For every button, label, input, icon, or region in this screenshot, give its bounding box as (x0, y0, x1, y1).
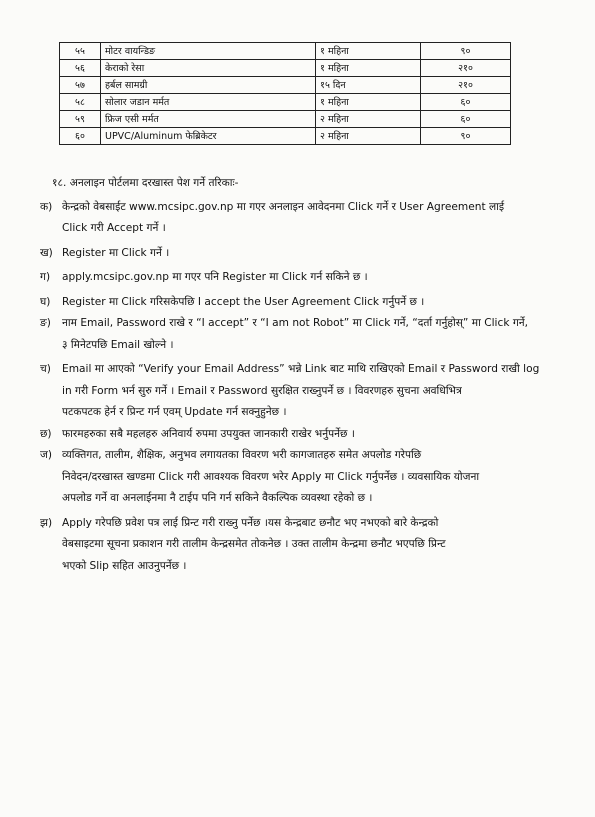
table-row (60, 43, 511, 60)
row-number: ६० (60, 128, 101, 145)
item-line: वेबसाइटमा सूचना प्रकाशन गरी तालीम केन्द्रसमेत तोकनेछ । उक्त तालीम केन्द्रमा छनौट भएपछि प्रिन्ट (62, 538, 446, 550)
table-row (60, 77, 511, 94)
training-duration: २ महिना (316, 111, 421, 128)
table-row (60, 60, 511, 77)
item-line: भएको Slip सहित आउनुपर्नेछ । (62, 559, 187, 572)
instruction-item (40, 292, 560, 314)
training-duration: १ महिना (316, 43, 421, 60)
table-row (60, 94, 511, 111)
instruction-item (40, 445, 560, 510)
item-marker: च) (40, 363, 51, 375)
training-name: UPVC/Aluminum फेब्रिकेटर (101, 128, 316, 145)
training-count: २१० (421, 77, 511, 94)
item-marker: ङ) (40, 317, 51, 329)
item-marker: छ) (40, 427, 52, 440)
section-heading: १८. अनलाइन पोर्टलमा दरखास्त पेश गर्ने तरिकाः- (52, 177, 239, 189)
instruction-item (40, 313, 560, 356)
item-line: Click गरी Accept गर्ने । (62, 222, 166, 234)
item-line: फारमहरुका सबै महलहरु अनिवार्य रुपमा उपयुक्त जानकारी राखेर भर्नुपर्नेछ । (62, 427, 355, 440)
item-line: निवेदन/दरखास्त खण्डमा Click गरी आवश्यक विवरण भरेर Apply मा Click गर्नुपर्नेछ । व्यवसायिक योजना (62, 470, 480, 483)
training-count: ६० (421, 94, 511, 111)
table-row (60, 111, 511, 128)
item-line: केन्द्रको वेबसाईट www.mcsipc.gov.np मा गएर अनलाइन आवेदनमा Click गर्ने र User Agreement लाई (62, 200, 505, 213)
training-duration: १ महिना (316, 94, 421, 111)
item-line: ३ मिनेटपछि Email खोल्ने । (62, 338, 174, 351)
item-line: Register मा Click गरिसकेपछि I accept the User Agreement Click गर्नुपर्ने छ । (62, 295, 425, 308)
row-number: ५६ (60, 60, 101, 77)
training-count: २१० (421, 60, 511, 77)
training-table-body (60, 43, 511, 145)
item-marker: घ) (40, 295, 51, 308)
training-name: हर्बल सामग्री (101, 77, 316, 94)
table-row (60, 128, 511, 145)
instruction-item (40, 243, 560, 265)
item-line: Email मा आएको “Verify your Email Address” भन्ने Link बाट माथि राखिएको Email र Password राखी log (62, 363, 540, 375)
row-number: ५७ (60, 77, 101, 94)
training-name: केराको रेसा (101, 60, 316, 77)
item-line: in गरी Form भर्न सुरु गर्ने । Email र Password सुरक्षित राख्नुपर्ने छ । विवरणहरु सुचना अवधिभित्र (62, 384, 462, 397)
item-marker: ख) (40, 246, 53, 259)
row-number: ५८ (60, 94, 101, 111)
training-name: फ्रिज एसी मर्मत (101, 111, 316, 128)
item-marker: झ) (40, 516, 53, 529)
application-instructions (40, 173, 560, 577)
training-name: मोटर वायन्डिङ (101, 43, 316, 60)
training-duration: २ महिना (316, 128, 421, 145)
instruction-item (40, 267, 560, 289)
item-marker: क) (40, 200, 53, 213)
training-count: ६० (421, 111, 511, 128)
item-line: अपलोड गर्ने वा अनलाईनमा नै टाईप पनि गर्न सकिने वैकल्पिक व्यवस्था रहेको छ । (62, 492, 373, 504)
training-duration: १ महिना (316, 60, 421, 77)
item-marker: ग) (40, 271, 51, 283)
item-marker: ज) (40, 449, 52, 461)
instruction-item (40, 424, 560, 446)
item-line: Register मा Click गर्ने । (62, 246, 170, 259)
training-count: ९० (421, 43, 511, 60)
training-name: सोलार जडान मर्मत (101, 94, 316, 111)
item-line: पटकपटक हेर्न र प्रिन्ट गर्न एवम् Update गर्न सक्नुहुनेछ । (62, 406, 287, 418)
instruction-item (40, 359, 560, 424)
row-number: ५५ (60, 43, 101, 60)
item-line: व्यक्तिगत, तालीम, शैक्षिक, अनुभव लगायतका विवरण भरी कागजातहरु समेत अपलोड गरेपछि (62, 449, 422, 461)
item-line: apply.mcsipc.gov.np मा गएर पनि Register मा Click गर्न सकिने छ । (62, 271, 368, 283)
item-line: Apply गरेपछि प्रवेश पत्र लाई प्रिन्ट गरी राख्नु पर्नेछ ।यस केन्द्रबाट छनौट भए नभएको बारे केन्द्रको (62, 516, 439, 529)
instruction-item (40, 197, 560, 240)
training-table (59, 42, 511, 145)
training-count: ९० (421, 128, 511, 145)
item-line: नाम Email, Password राखे र “I accept” र “I am not Robot” मा Click गर्ने, “दर्ता गर्नुहोस्” मा Click गर्ने, (62, 317, 529, 329)
row-number: ५९ (60, 111, 101, 128)
training-duration: १५ दिन (316, 77, 421, 94)
instruction-item (40, 513, 560, 578)
